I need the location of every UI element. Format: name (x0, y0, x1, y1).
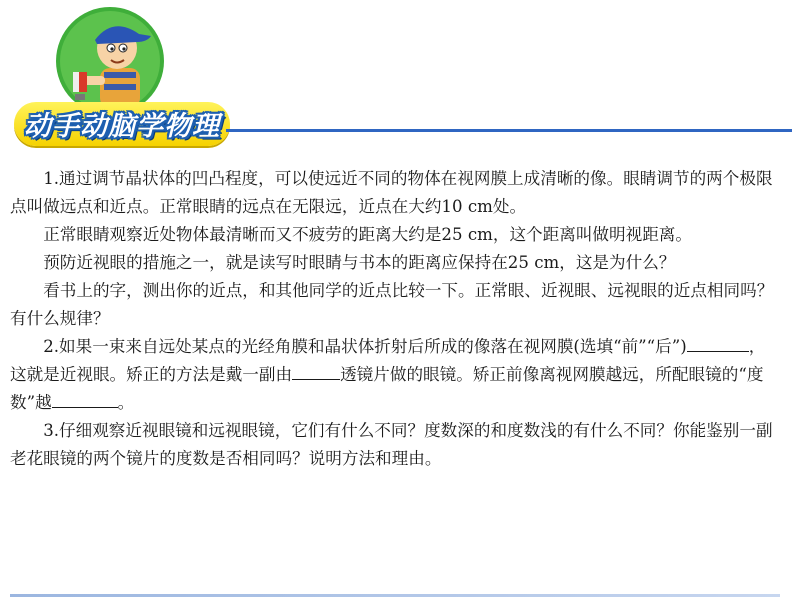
question-2-text-c: 透镜片做的眼镜。矫正前像离视网膜越远，所配眼镜的“度数”越 (10, 365, 764, 412)
section-title: 动手动脑学物理 (24, 111, 220, 142)
question-1-paragraph-1: 1.通过调节晶状体的凹凸程度，可以使远近不同的物体在视网膜上成清晰的像。眼睛调节的两个极限点叫做远点和近点。正常眼睛的远点在无限远，近点在大约10 cm处。 (10, 169, 773, 216)
answer-blank-2[interactable] (292, 361, 340, 380)
question-2-text-b: ，这就是近视眼。矫正的方法是戴一副由 (10, 337, 766, 384)
question-2-text-a: 2.如果一束来自远处某点的光经角膜和晶状体折射后所成的像落在视网膜(选填“前”“后”) (43, 337, 687, 356)
header-rule (226, 129, 792, 132)
answer-blank-1[interactable] (687, 333, 749, 352)
question-2 (10, 333, 780, 417)
header (0, 0, 800, 150)
boy-with-magnet-mascot-icon (55, 6, 165, 116)
question-2-text-d: 。 (117, 393, 135, 412)
question-1-paragraph-4: 看书上的字，测出你的近点，和其他同学的近点比较一下。正常眼、近视眼、远视眼的近点相同吗？有什么规律？ (10, 281, 774, 328)
question-3: 3.仔细观察近视眼镜和远视眼镜，它们有什么不同？度数深的和度数浅的有什么不同？你能鉴别一副老花眼镜的两个镜片的度数是否相同吗？说明方法和理由。 (10, 421, 773, 468)
exercise-content (10, 165, 780, 473)
bottom-divider (10, 594, 780, 597)
answer-blank-3[interactable] (52, 389, 118, 408)
question-1-paragraph-2: 正常眼睛观察近处物体最清晰而又不疲劳的距离大约是25 cm，这个距离叫做明视距离。 (43, 225, 692, 244)
question-1-paragraph-3: 预防近视眼的措施之一，就是读写时眼睛与书本的距离应保持在25 cm，这是为什么？ (43, 253, 676, 272)
